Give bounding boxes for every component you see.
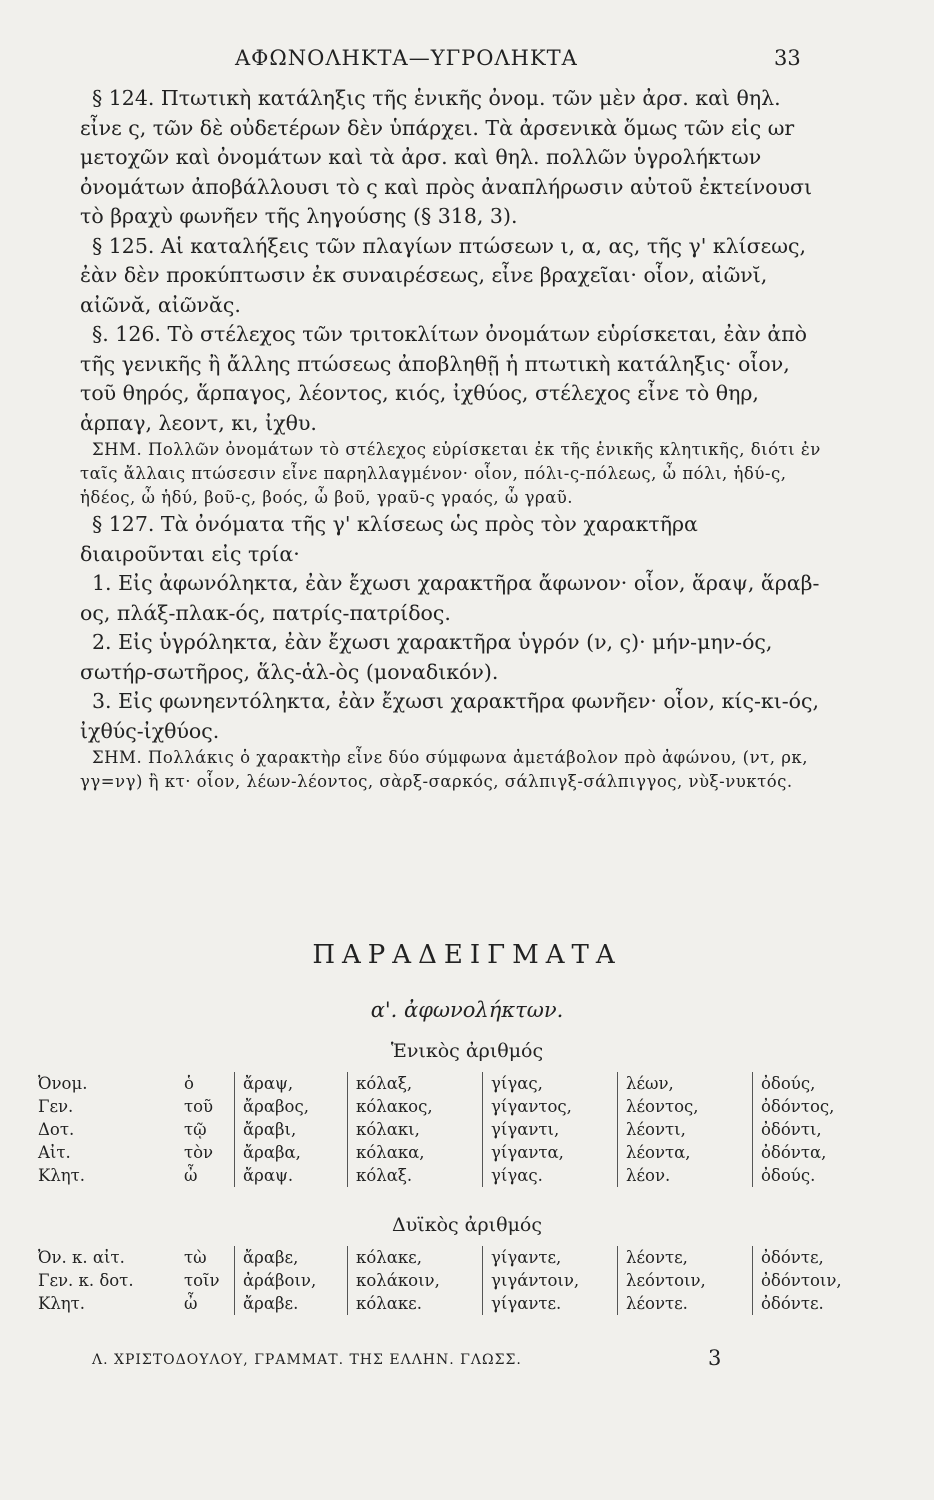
table-cell: ὀδόντε, xyxy=(753,1246,860,1269)
list-item-phoneentoleкta: 3. Εἰς φωνηεντόληκτα, ἐὰν ἔχωσι χαρακτῆρα φωνῆεν· οἷον, κίς-κι-ός, ἰχθύς-ἰχθύος. xyxy=(80,689,819,743)
dual-declension-table xyxy=(38,1246,859,1315)
table-cell: ἄραβε. xyxy=(235,1292,348,1315)
table-cell: ὁ xyxy=(184,1074,194,1093)
footer-signature: 3 xyxy=(708,1346,722,1370)
table-cell: γίγαντος, xyxy=(483,1095,618,1118)
table-cell: ὀδούς, xyxy=(753,1072,860,1095)
table-cell: λέοντε. xyxy=(618,1292,753,1315)
paragraph-125: § 125. Αἱ καταλήξεις τῶν πλαγίων πτώσεων ι, α, ας, τῆς γ' κλίσεως, ἐὰν δὲν προκύπτωσιν ἐκ συναιρέσεως, εἶνε βραχεῖαι· οἷον, αἰῶνῐ, αἰῶνᾰ, αἰῶνᾰς. xyxy=(80,233,807,317)
table-cell: ὀδόντοιν, xyxy=(753,1269,860,1292)
dual-label: Δυϊκὸς ἀριθμός xyxy=(391,1214,543,1236)
table-cell: λεόντοιν, xyxy=(618,1269,753,1292)
table-cell: ὀδούς. xyxy=(753,1164,860,1187)
list-item-hygroleкta: 2. Εἰς ὑγρόληκτα, ἐὰν ἔχωσι χαρακτῆρα ὑγρόν (ν, ς)· μήν-μην-ός, σωτήρ-σωτῆρος, ἅλς-ἁλ-ὸς (μοναδικόν). xyxy=(80,630,773,684)
table-cell: ἄραψ. xyxy=(235,1164,348,1187)
case-label: Ὀν. κ. αἰτ. xyxy=(38,1248,125,1267)
paragraph-127: § 127. Τὰ ὀνόματα τῆς γ' κλίσεως ὡς πρὸς τὸν χαρακτῆρα διαιροῦνται εἰς τρία· xyxy=(80,512,698,566)
table-cell: ὀδόντος, xyxy=(753,1095,860,1118)
page-body xyxy=(80,84,824,794)
page-number: 33 xyxy=(774,46,801,70)
table-row xyxy=(38,1164,859,1187)
table-cell: ὦ xyxy=(184,1166,198,1185)
case-label: Γεν. κ. δοτ. xyxy=(38,1271,134,1290)
table-row xyxy=(38,1095,859,1118)
list-item-aphonoleкta: 1. Εἰς ἀφωνόληκτα, ἐὰν ἔχωσι χαρακτῆρα ἄφωνον· οἷον, ἅραψ, ἅραβ-ος, πλάξ-πλακ-ός, πατρίς-πατρίδος. xyxy=(80,571,820,625)
table-cell: κόλακα, xyxy=(348,1141,483,1164)
case-label: Ὀνομ. xyxy=(38,1074,88,1093)
case-label: Κλητ. xyxy=(38,1294,86,1313)
table-cell: γίγαντε, xyxy=(483,1246,618,1269)
table-cell: κόλακος, xyxy=(348,1095,483,1118)
case-label: Δοτ. xyxy=(38,1120,75,1139)
table-cell: ὀδόντα, xyxy=(753,1141,860,1164)
table-cell: λέοντος, xyxy=(618,1095,753,1118)
table-cell: κόλακε, xyxy=(348,1246,483,1269)
table-cell: τοῖν xyxy=(184,1271,220,1290)
table-cell: τοῦ xyxy=(184,1097,214,1116)
case-label: Κλητ. xyxy=(38,1166,86,1185)
table-cell: τὸν xyxy=(184,1143,214,1162)
paragraph-126: §. 126. Τὸ στέλεχος τῶν τριτοκλίτων ὀνομάτων εὑρίσκεται, ἐὰν ἀπὸ τῆς γενικῆς ἢ ἄλλης πτώσεως ἀποβληθῇ ἡ πτωτικὴ κατάληξις· οἷον, τοῦ θηρός, ἅρπαγος, λέοντος, κιός, ἰχθύος, στέλεχος εἶνε τὸ θηρ, ἁρπαγ, λεοντ, κι, ἰχθυ. xyxy=(80,322,808,435)
table-cell: ὀδόντε. xyxy=(753,1292,860,1315)
table-row xyxy=(38,1269,859,1292)
table-cell: ἄραβα, xyxy=(235,1141,348,1164)
table-cell: λέοντι, xyxy=(618,1118,753,1141)
case-label: Γεν. xyxy=(38,1097,74,1116)
table-cell: ὦ xyxy=(184,1294,198,1313)
note-stem-vocative: ΣΗΜ. Πολλῶν ὀνομάτων τὸ στέλεχος εὑρίσκεται ἐκ τῆς ἑνικῆς κλητικῆς, διότι ἐν ταῖς ἄλλαις πτώσεσιν εἶνε παρηλλαγμένον· οἷον, πόλι-ς-πόλεως, ὦ πόλι, ἡδύ-ς, ἡδέος, ὦ ἡδύ, βοῦ-ς, βοός, ὦ βοῦ, γραῦ-ς γραός, ὦ γραῦ. xyxy=(80,440,821,507)
table-row xyxy=(38,1118,859,1141)
table-cell: γίγας. xyxy=(483,1164,618,1187)
table-cell: λέων, xyxy=(618,1072,753,1095)
table-cell: κόλακε. xyxy=(348,1292,483,1315)
running-head: ΑΦΩΝΟΛΗΚΤΑ—ΥΓΡΟΛΗΚΤΑ xyxy=(235,46,578,70)
table-cell: γιγάντοιν, xyxy=(483,1269,618,1292)
table-row xyxy=(38,1246,859,1269)
table-cell: ἀράβοιν, xyxy=(235,1269,348,1292)
table-cell: τῷ xyxy=(184,1120,207,1139)
table-cell: ἄραψ, xyxy=(235,1072,348,1095)
table-cell: λέοντα, xyxy=(618,1141,753,1164)
singular-declension-table xyxy=(38,1072,859,1187)
table-cell: τὼ xyxy=(184,1248,207,1267)
table-cell: ὀδόντι, xyxy=(753,1118,860,1141)
table-cell: γίγαντε. xyxy=(483,1292,618,1315)
examples-heading: ΠΑΡΑΔΕΙΓΜΑΤΑ xyxy=(312,940,622,970)
singular-label: Ἑνικὸς ἀριθμός xyxy=(390,1040,544,1062)
table-cell: κολάκοιν, xyxy=(348,1269,483,1292)
table-cell: λέον. xyxy=(618,1164,753,1187)
table-cell: ἄραβι, xyxy=(235,1118,348,1141)
table-cell: ἄραβε, xyxy=(235,1246,348,1269)
table-cell: ἄραβος, xyxy=(235,1095,348,1118)
table-cell: γίγαντα, xyxy=(483,1141,618,1164)
table-cell: κόλακι, xyxy=(348,1118,483,1141)
table-cell: γίγας, xyxy=(483,1072,618,1095)
paragraph-124: § 124. Πτωτικὴ κατάληξις τῆς ἑνικῆς ὀνομ. τῶν μὲν ἀρσ. καὶ θηλ. εἶνε ς, τῶν δὲ οὐδετέρων δὲν ὑπάρχει. Τὰ ἀρσενικὰ ὅμως τῶν εἰς ωr μετοχῶν καὶ ὀνομάτων καὶ τὰ ἀρσ. καὶ θηλ. πολλῶν ὑγρολήκτων ὀνομάτων ἀποβάλλουσι τὸ ς καὶ πρὸς ἀναπλήρωσιν αὐτοῦ ἐκτείνουσι τὸ βραχὺ φωνῆεν τῆς ληγούσης (§ 318, 3). xyxy=(80,86,813,228)
table-cell: λέοντε, xyxy=(618,1246,753,1269)
table-cell: γίγαντι, xyxy=(483,1118,618,1141)
table-row xyxy=(38,1292,859,1315)
footer-publisher: Λ. ΧΡΙΣΤΟΔΟΥΛΟΥ, ΓΡΑΜΜΑΤ. ΤΗΣ ΕΛΛΗΝ. ΓΛΩΣΣ. xyxy=(92,1352,522,1368)
note-double-consonants: ΣΗΜ. Πολλάκις ὁ χαρακτὴρ εἶνε δύο σύμφωνα ἀμετάβολον πρὸ ἀφώνου, (ντ, ρκ, γγ=νγ) ἢ κτ· οἷον, λέων-λέοντος, σὰρξ-σαρκός, σάλπιγξ-σάλπιγγος, νὺξ-νυκτός. xyxy=(80,748,808,791)
table-cell: κόλαξ. xyxy=(348,1164,483,1187)
case-label: Αἰτ. xyxy=(38,1143,71,1162)
table-row xyxy=(38,1141,859,1164)
table-row xyxy=(38,1072,859,1095)
examples-subheading: α'. ἀφωνολήκτων. xyxy=(370,998,564,1022)
table-cell: κόλαξ, xyxy=(348,1072,483,1095)
